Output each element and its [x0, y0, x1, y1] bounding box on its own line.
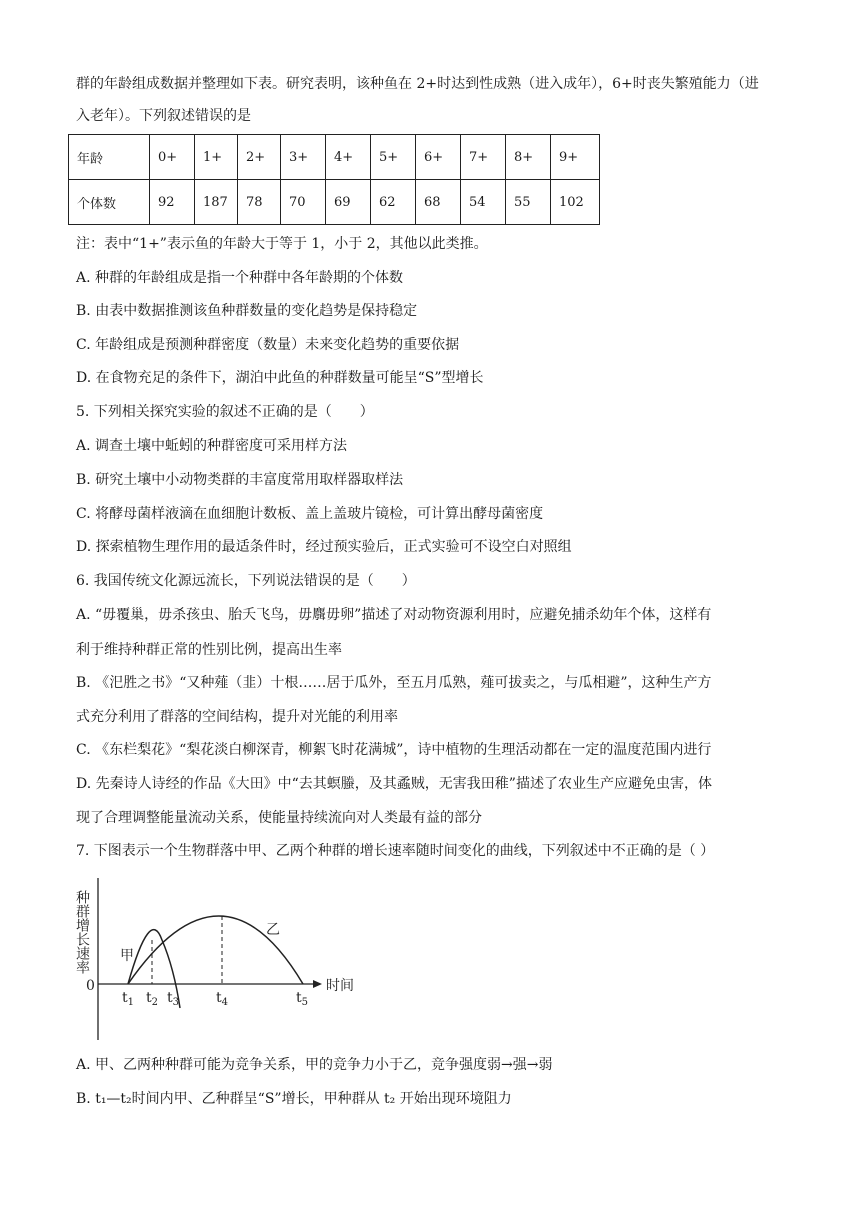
- table-cell: 0+: [150, 135, 195, 180]
- text-line: A. 调查土壤中蚯蚓的种群密度可采用样方法: [76, 438, 348, 454]
- text-line: B. t₁—t₂时间内甲、乙种群呈“S”增长，甲种群从 t₂ 开始出现环境阻力: [76, 1091, 512, 1107]
- table-cell: 9+: [551, 135, 600, 180]
- text-line: C. 年龄组成是预测种群密度（数量）未来变化趋势的重要依据: [76, 337, 460, 353]
- question-title: 5. 下列相关探究实验的叙述不正确的是（ ）: [76, 404, 374, 420]
- text-line: B. 研究土壤中小动物类群的丰富度常用取样器取样法: [76, 472, 404, 488]
- table-cell: 187: [195, 180, 238, 225]
- tick-label-t3: $t_3$: [167, 990, 180, 1008]
- table-cell: 68: [416, 180, 461, 225]
- table-row: [69, 135, 600, 180]
- table-cell: 8+: [506, 135, 551, 180]
- text-line: 群的年龄组成数据并整理如下表。研究表明，该种鱼在 2+时达到性成熟（进入成年），6+时丧失繁殖能力（进: [76, 76, 759, 92]
- table-row: [69, 180, 600, 225]
- y-axis-label: 种群增长速率: [74, 890, 90, 974]
- table-cell: 5+: [371, 135, 416, 180]
- table-cell: 2+: [238, 135, 281, 180]
- tick-label-t1: $t_1$: [122, 990, 135, 1008]
- text-line: B. 由表中数据推测该鱼种群数量的变化趋势是保持稳定: [76, 303, 418, 319]
- table-cell: 78: [238, 180, 281, 225]
- text-line: A. “毋覆巢，毋杀孩虫、胎夭飞鸟，毋麛毋卵”描述了对动物资源利用时，应避免捕杀幼年个体，这样有: [76, 607, 712, 623]
- question-title: 7. 下图表示一个生物群落中甲、乙两个种群的增长速率随时间变化的曲线，下列叙述中不正确的是（ ）: [76, 843, 715, 859]
- text-line: B. 《汜胜之书》“又种薤（韭）十根……居于瓜外，至五月瓜熟，薤可拔卖之，与瓜相避”，这种生产方: [76, 675, 712, 691]
- growth-rate-graph: [70, 868, 370, 1048]
- table-cell: 6+: [416, 135, 461, 180]
- table-cell: 7+: [461, 135, 506, 180]
- text-line: 入老年）。下列叙述错误的是: [76, 108, 251, 124]
- question-title: 6. 我国传统文化源远流长，下列说法错误的是（ ）: [76, 573, 416, 589]
- row-header: 年龄: [69, 135, 150, 180]
- text-line: 利于维持种群正常的性别比例，提高出生率: [76, 642, 342, 658]
- table-cell: 55: [506, 180, 551, 225]
- text-line: D. 探索植物生理作用的最适条件时，经过预实验后，正式实验可不设空白对照组: [76, 539, 572, 555]
- text-line: A. 甲、乙两种种群可能为竞争关系，甲的竞争力小于乙，竞争强度弱→强→弱: [76, 1057, 553, 1073]
- series-label-yi: 乙: [266, 922, 280, 938]
- origin-label: 0: [86, 978, 95, 994]
- table-cell: 1+: [195, 135, 238, 180]
- table-cell: 3+: [281, 135, 326, 180]
- text-line: C. 将酵母菌样液滴在血细胞计数板、盖上盖玻片镜检，可计算出酵母菌密度: [76, 506, 544, 522]
- table-cell: 69: [326, 180, 371, 225]
- table-cell: 4+: [326, 135, 371, 180]
- text-line: D. 先秦诗人诗经的作品《大田》中“去其螟螣，及其蟊贼，无害我田稚”描述了农业生产应避免虫害，体: [76, 776, 712, 792]
- x-axis-arrow-icon: [313, 980, 322, 988]
- x-axis-label: 时间: [326, 978, 354, 994]
- tick-label-t5: $t_5$: [296, 990, 309, 1008]
- table-cell: 62: [371, 180, 416, 225]
- table-cell: 54: [461, 180, 506, 225]
- text-line: 式充分利用了群落的空间结构，提升对光能的利用率: [76, 709, 398, 725]
- table-cell: 102: [551, 180, 600, 225]
- table-cell: 92: [150, 180, 195, 225]
- tick-label-t2: $t_2$: [146, 990, 159, 1008]
- row-header: 个体数: [69, 180, 150, 225]
- text-line: 现了合理调整能量流动关系，使能量持续流向对人类最有益的部分: [76, 810, 482, 826]
- table-cell: 70: [281, 180, 326, 225]
- text-line: D. 在食物充足的条件下，湖泊中此鱼的种群数量可能呈“S”型增长: [76, 370, 484, 386]
- text-line: C. 《东栏梨花》“梨花淡白柳深青，柳絮飞时花满城”，诗中植物的生理活动都在一定的温度范围内进行: [76, 742, 712, 758]
- text-line: 注：表中“1+”表示鱼的年龄大于等于 1，小于 2，其他以此类推。: [76, 236, 488, 252]
- text-line: A. 种群的年龄组成是指一个种群中各年龄期的个体数: [76, 270, 404, 286]
- age-table: [68, 134, 600, 225]
- series-label-jia: 甲: [120, 948, 134, 964]
- tick-label-t4: $t_4$: [216, 990, 229, 1008]
